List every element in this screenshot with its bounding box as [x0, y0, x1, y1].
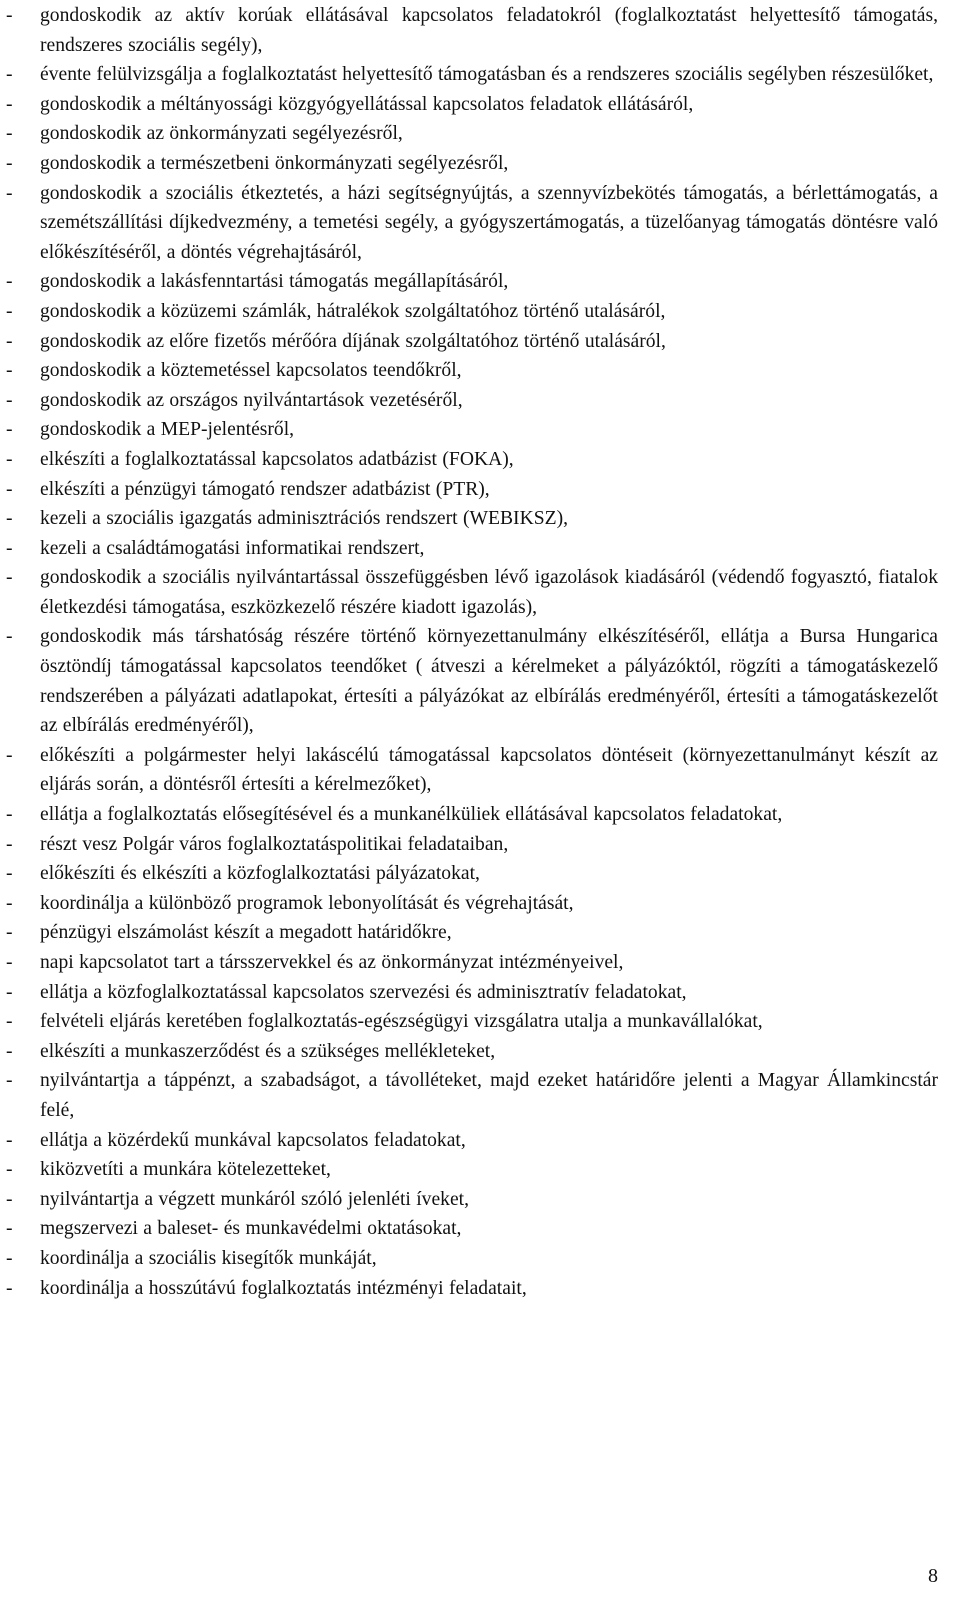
- bullet-dash: -: [6, 863, 13, 885]
- list-item: [6, 445, 938, 475]
- list-item: [6, 534, 938, 564]
- bullet-dash: -: [6, 952, 13, 973]
- bullet-dash: -: [6, 93, 13, 115]
- list-item-text: kezeli a szociális igazgatás adminisztrációs rendszert (WEBIKSZ),: [40, 508, 569, 530]
- bullet-dash: -: [6, 1129, 13, 1151]
- list-item: [6, 1214, 938, 1244]
- bullet-dash: -: [6, 922, 13, 944]
- list-item-text: ellátja a közérdekű munkával kapcsolatos feladatokat,: [40, 1129, 466, 1151]
- list-item: [6, 1007, 938, 1037]
- bullet-dash: -: [6, 360, 13, 382]
- bullet-dash: -: [6, 389, 13, 411]
- list-item-text: nyilvántartja a végzett munkáról szóló jelenléti íveket,: [40, 1188, 470, 1210]
- task-list: [6, 1, 938, 1303]
- list-item: [6, 475, 938, 505]
- list-item-text: gondoskodik az előre fizetős mérőóra díjának szolgáltatóhoz történő utalásáról,: [40, 330, 666, 352]
- list-item-text: ellátja a közfoglalkoztatással kapcsolatos szervezési és adminisztratív feladatokat,: [40, 981, 687, 1003]
- list-item: [6, 800, 938, 830]
- bullet-dash: -: [6, 892, 13, 914]
- bullet-dash: -: [6, 478, 13, 500]
- list-item: [6, 1126, 938, 1156]
- list-item-text: koordinálja a különböző programok lebonyolítását és végrehajtását,: [40, 892, 574, 914]
- list-item-text: gondoskodik a természetbeni önkormányzati segélyezésről,: [40, 152, 509, 174]
- bullet-dash: -: [6, 1011, 13, 1033]
- bullet-dash: -: [6, 1218, 13, 1240]
- bullet-dash: -: [6, 152, 13, 174]
- list-item-text: gondoskodik az országos nyilvántartások vezetéséről,: [40, 389, 463, 411]
- list-item: [6, 386, 938, 416]
- list-item-text: gondoskodik a szociális étkeztetés, a házi segítségnyújtás, a szennyvízbekötés támogatás, a bérlettámogatás, a szemétszállítási díjkedvezmény, a temetési segély, a gyógyszertámogatás, a tüzelőanyag támogatás döntésre való előkészítéséről, a döntés végrehajtásáról,: [40, 182, 938, 263]
- list-item-text: évente felülvizsgálja a foglalkoztatást helyettesítő támogatásban és a rendszeres szociális segélyben részesülőket,: [40, 64, 934, 86]
- list-item-text: részt vesz Polgár város foglalkoztatáspolitikai feladataiban,: [40, 833, 509, 855]
- bullet-dash: -: [6, 123, 13, 145]
- bullet-dash: -: [6, 300, 13, 322]
- bullet-dash: -: [6, 1277, 13, 1299]
- bullet-dash: -: [6, 330, 13, 352]
- list-item-text: elkészíti a foglalkoztatással kapcsolatos adatbázist (FOKA),: [40, 448, 514, 470]
- bullet-dash: -: [6, 833, 13, 855]
- list-item: [6, 179, 938, 268]
- list-item: [6, 90, 938, 120]
- page-number: 8: [928, 1565, 938, 1587]
- list-item-text: gondoskodik a MEP-jelentésről,: [40, 419, 295, 441]
- bullet-dash: -: [6, 1159, 13, 1181]
- list-item: [6, 741, 938, 800]
- list-item-text: előkészíti és elkészíti a közfoglalkoztatási pályázatokat,: [40, 863, 480, 885]
- bullet-dash: -: [6, 626, 13, 648]
- list-item: [6, 1185, 938, 1215]
- list-item-text: ellátja a foglalkoztatás elősegítésével és a munkanélküliek ellátásával kapcsolatos feladatokat,: [40, 804, 783, 826]
- list-item-text: elkészíti a munkaszerződést és a szükséges mellékleteket,: [40, 1040, 496, 1062]
- bullet-dash: -: [6, 448, 13, 470]
- list-item: [6, 563, 938, 622]
- list-item: [6, 267, 938, 297]
- bullet-dash: -: [6, 1247, 13, 1269]
- list-item-text: felvételi eljárás keretében foglalkoztatás-egészségügyi vizsgálatra utalja a munkavállalókat,: [40, 1011, 763, 1033]
- bullet-dash: -: [6, 508, 13, 530]
- list-item: [6, 1155, 938, 1185]
- bullet-dash: -: [6, 271, 13, 293]
- list-item: [6, 149, 938, 179]
- list-item-text: előkészíti a polgármester helyi lakáscélú támogatással kapcsolatos döntéseit (környezettanulmányt készít az eljárás során, a döntésről értesíti a kérelmezőket),: [40, 744, 938, 796]
- bullet-dash: -: [6, 567, 13, 589]
- list-item-text: gondoskodik a szociális nyilvántartással összefüggésben lévő igazolások kiadásáról (védendő fogyasztó, fiatalok életkezdési támogatása, eszközkezelő részére kiadott igazolás),: [40, 567, 938, 618]
- list-item: [6, 1037, 938, 1067]
- list-item: [6, 297, 938, 327]
- list-item: [6, 1244, 938, 1274]
- list-item: [6, 889, 938, 919]
- list-item-text: kiközvetíti a munkára kötelezetteket,: [40, 1159, 331, 1181]
- list-item: [6, 948, 938, 978]
- list-item: [6, 60, 938, 90]
- list-item-text: gondoskodik az aktív korúak ellátásával kapcsolatos feladatokról (foglalkoztatást helyettesítő támogatás, rendszeres szociális segély),: [40, 5, 938, 56]
- list-item: [6, 830, 938, 860]
- list-item-text: gondoskodik más társhatóság részére történő környezettanulmány elkészítéséről, ellátja a Bursa Hungarica ösztöndíj támogatással kapcsolatos teendőket ( átveszi a kérelmeket a pályázóktól, rögzíti a támogatáskezelő rendszerében a pályázati adatlapokat, értesíti a pályázókat az elbírálás eredményéről, értesíti a támogatáskezelőt az elbírálás eredményéről),: [40, 626, 938, 737]
- list-item-text: gondoskodik a lakásfenntartási támogatás megállapításáról,: [40, 271, 509, 293]
- list-item-text: nyilvántartja a táppénzt, a szabadságot, a távolléteket, majd ezeket határidőre jelenti a Magyar Államkincstár felé,: [40, 1070, 938, 1121]
- bullet-dash: -: [6, 1188, 13, 1210]
- list-item: [6, 356, 938, 386]
- list-item: [6, 119, 938, 149]
- list-item: [6, 504, 938, 534]
- list-item: [6, 859, 938, 889]
- bullet-dash: -: [6, 64, 13, 86]
- list-item: [6, 1066, 938, 1125]
- list-item-text: elkészíti a pénzügyi támogató rendszer adatbázist (PTR),: [40, 478, 490, 500]
- list-item-text: pénzügyi elszámolást készít a megadott határidőkre,: [40, 922, 452, 944]
- bullet-dash: -: [6, 537, 13, 559]
- list-item-text: koordinálja a szociális kisegítők munkáját,: [40, 1247, 377, 1269]
- bullet-dash: -: [6, 5, 13, 26]
- list-item: [6, 918, 938, 948]
- bullet-dash: -: [6, 981, 13, 1003]
- list-item: [6, 327, 938, 357]
- bullet-dash: -: [6, 744, 13, 766]
- bullet-dash: -: [6, 804, 13, 826]
- list-item: [6, 622, 938, 740]
- bullet-dash: -: [6, 1040, 13, 1062]
- list-item-text: megszervezi a baleset- és munkavédelmi oktatásokat,: [40, 1218, 462, 1240]
- bullet-dash: -: [6, 419, 13, 441]
- list-item-text: kezeli a családtámogatási informatikai rendszert,: [40, 537, 425, 559]
- list-item: [6, 978, 938, 1008]
- list-item-text: gondoskodik a közüzemi számlák, hátralékok szolgáltatóhoz történő utalásáról,: [40, 300, 666, 322]
- list-item: [6, 1, 938, 60]
- bullet-dash: -: [6, 182, 13, 204]
- list-item-text: koordinálja a hosszútávú foglalkoztatás intézményi feladatait,: [40, 1277, 527, 1299]
- list-item-text: gondoskodik a köztemetéssel kapcsolatos teendőkről,: [40, 360, 462, 382]
- list-item-text: gondoskodik a méltányossági közgyógyellátással kapcsolatos feladatok ellátásáról,: [40, 93, 694, 115]
- list-item-text: napi kapcsolatot tart a társszervekkel és az önkormányzat intézményeivel,: [40, 952, 624, 973]
- bullet-dash: -: [6, 1070, 13, 1092]
- list-item: [6, 415, 938, 445]
- list-item: [6, 1274, 938, 1304]
- list-item-text: gondoskodik az önkormányzati segélyezésről,: [40, 123, 403, 145]
